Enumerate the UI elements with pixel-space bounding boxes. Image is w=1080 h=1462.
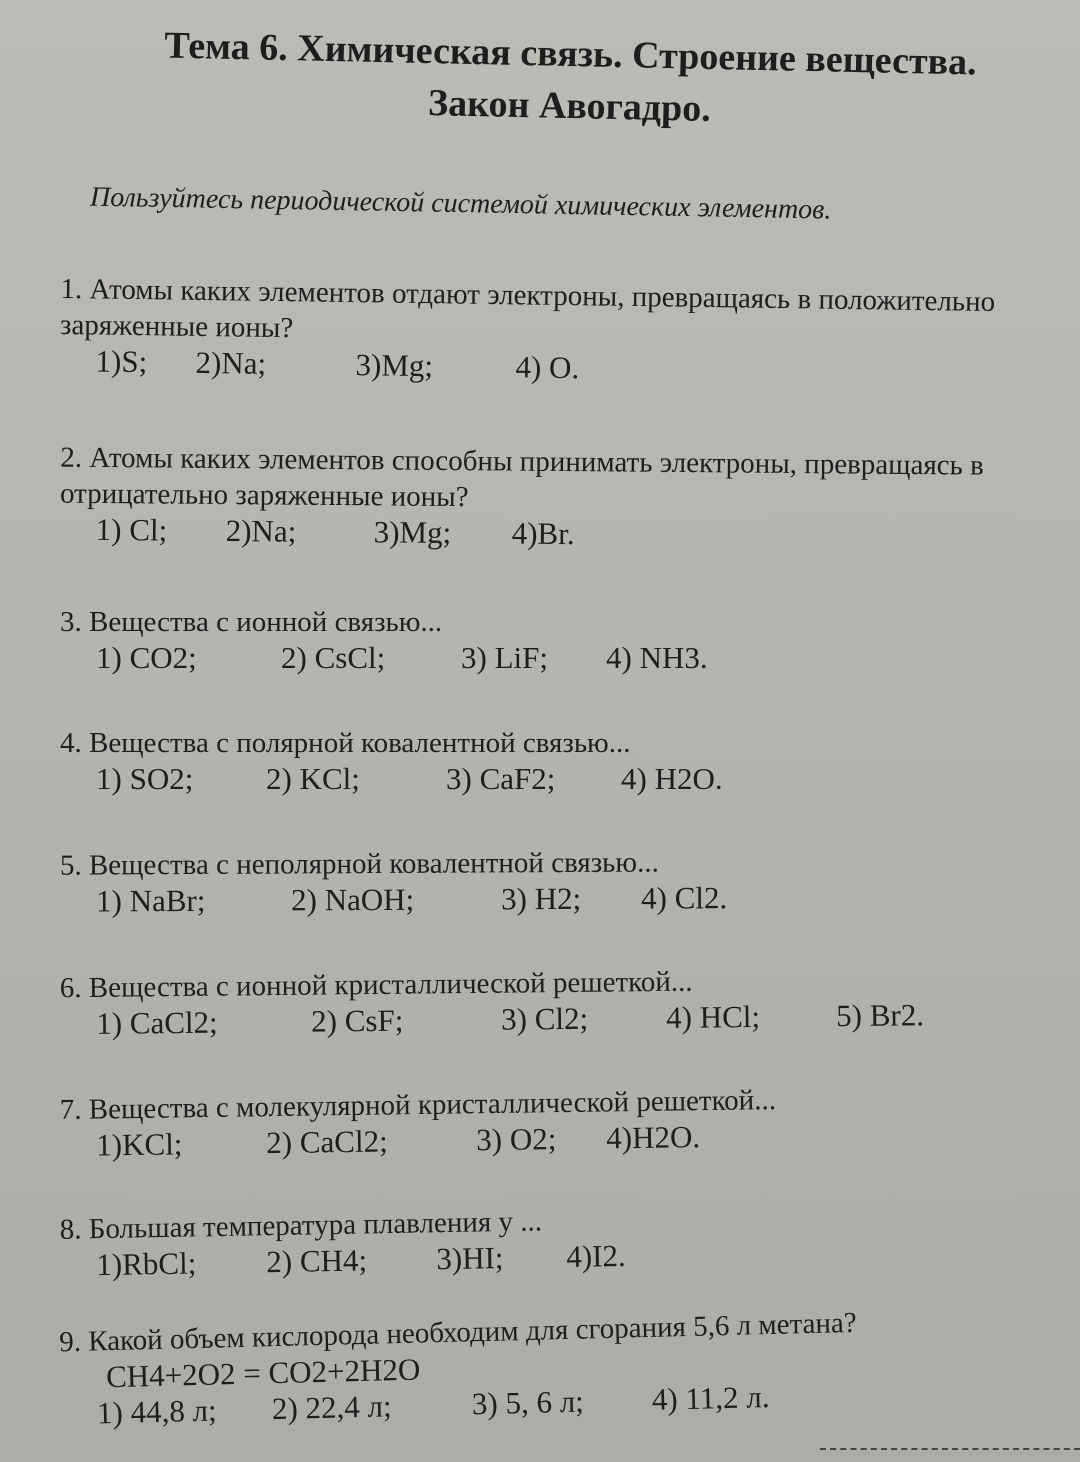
answer-option: 3) O2;: [476, 1121, 557, 1158]
answer-option: 4) HCl;: [665, 998, 761, 1035]
answer-option: 2) CH4;: [266, 1242, 368, 1280]
answer-option: 3) 5, 6 л;: [471, 1383, 585, 1422]
answer-option: 4)H2O.: [605, 1119, 701, 1156]
question-1: [59, 271, 1070, 393]
question-text: Какой объем кислорода необходим для сгорания 5,6 л метана?: [87, 1306, 858, 1358]
question-text: Вещества с полярной ковалентной связью...: [89, 727, 631, 759]
answer-option: 1) NaBr;: [96, 882, 206, 919]
answer-option: 4) O.: [515, 349, 580, 386]
question-3: [60, 604, 1070, 676]
question-text: Вещества с неполярной ковалентной связью...: [88, 846, 659, 882]
answer-option: 4) Cl2.: [640, 880, 728, 916]
answer-option: 2) KCl;: [266, 761, 360, 796]
question-number: 8.: [59, 1213, 82, 1246]
answer-option: 5) Br2.: [835, 997, 925, 1034]
question-text: Вещества с ионной кристаллической решеткой...: [88, 965, 693, 1004]
question-text: Вещества с молекулярной кристаллической решеткой...: [88, 1084, 777, 1126]
question-text: Атомы каких элементов способны принимать электроны, превращаясь в отрицательно заряженные ионы?: [59, 441, 984, 514]
answer-options: [96, 761, 1070, 797]
title-line-1: Тема 6. Химическая связь. Строение вещества.: [163, 24, 978, 84]
answer-option: 1) 44,8 л;: [96, 1392, 218, 1431]
question-text: Атомы каких элементов отдают электроны, превращаясь в положительно заряженные ионы?: [59, 273, 996, 345]
answer-option: 2) CaCl2;: [266, 1123, 388, 1161]
answer-option: 2) CsF;: [311, 1002, 404, 1039]
answer-option: 4) H2O.: [621, 761, 723, 796]
question-number: 7.: [59, 1093, 82, 1127]
answer-option: 4) 11,2 л.: [651, 1379, 770, 1417]
question-5: [60, 842, 1070, 919]
answer-option: 3) LiF;: [461, 640, 548, 675]
answer-options: [96, 640, 1070, 676]
reaction-equation: CH4+2O2 = CO2+2H2O: [105, 1351, 421, 1395]
question-number: 2.: [60, 441, 83, 474]
question-number: 9.: [58, 1325, 82, 1359]
answer-option: 4)I2.: [565, 1237, 627, 1274]
answer-option: 2)Na;: [225, 513, 297, 549]
answer-option: 3)Mg;: [373, 514, 452, 551]
question-number: 5.: [59, 849, 82, 882]
answer-option: 3) CaF2;: [446, 761, 556, 796]
question-number: 3.: [60, 606, 82, 638]
question-number: 1.: [60, 272, 83, 306]
question-7: [60, 1078, 1071, 1164]
question-4: [60, 725, 1070, 797]
answer-option: 3) Cl2;: [501, 1000, 589, 1037]
question-number: 6.: [59, 972, 82, 1005]
question-8: [59, 1194, 1070, 1284]
dashed-divider: [820, 1448, 1080, 1450]
question-text: Вещества с ионной связью...: [89, 606, 443, 638]
answer-option: 1) CaCl2;: [96, 1004, 218, 1041]
answer-option: 1)S;: [95, 343, 148, 380]
answer-option: 1)RbCl;: [96, 1245, 197, 1283]
answer-option: 2) 22,4 л;: [271, 1388, 393, 1427]
question-text: Большая температура плавления у ...: [88, 1205, 543, 1246]
answer-options: [96, 512, 1070, 556]
answer-option: 1) SO2;: [96, 761, 194, 796]
question-9: [59, 1300, 1071, 1433]
answer-options: [96, 878, 1070, 919]
title-line-2: Закон Авогадро.: [427, 82, 712, 130]
answer-option: 4) NH3.: [606, 640, 708, 675]
answer-option: 1) Cl;: [95, 511, 168, 548]
answer-option: 1) CO2;: [96, 640, 197, 675]
question-number: 4.: [60, 727, 82, 759]
answer-option: 3)Mg;: [355, 347, 434, 384]
question-6: [60, 960, 1071, 1043]
answer-option: 2)Na;: [195, 344, 267, 381]
answer-option: 3) H2;: [501, 880, 582, 917]
answer-option: 2) CsCl;: [281, 640, 386, 675]
answer-option: 3)HI;: [436, 1240, 504, 1277]
instruction: Пользуйтесь периодической системой химических элементов.: [89, 181, 832, 226]
answer-option: 1)KCl;: [96, 1126, 183, 1163]
page-title: [79, 18, 1061, 143]
question-2: [60, 440, 1071, 557]
answer-option: 4)Br.: [511, 515, 575, 552]
answer-option: 2) NaOH;: [291, 881, 415, 918]
